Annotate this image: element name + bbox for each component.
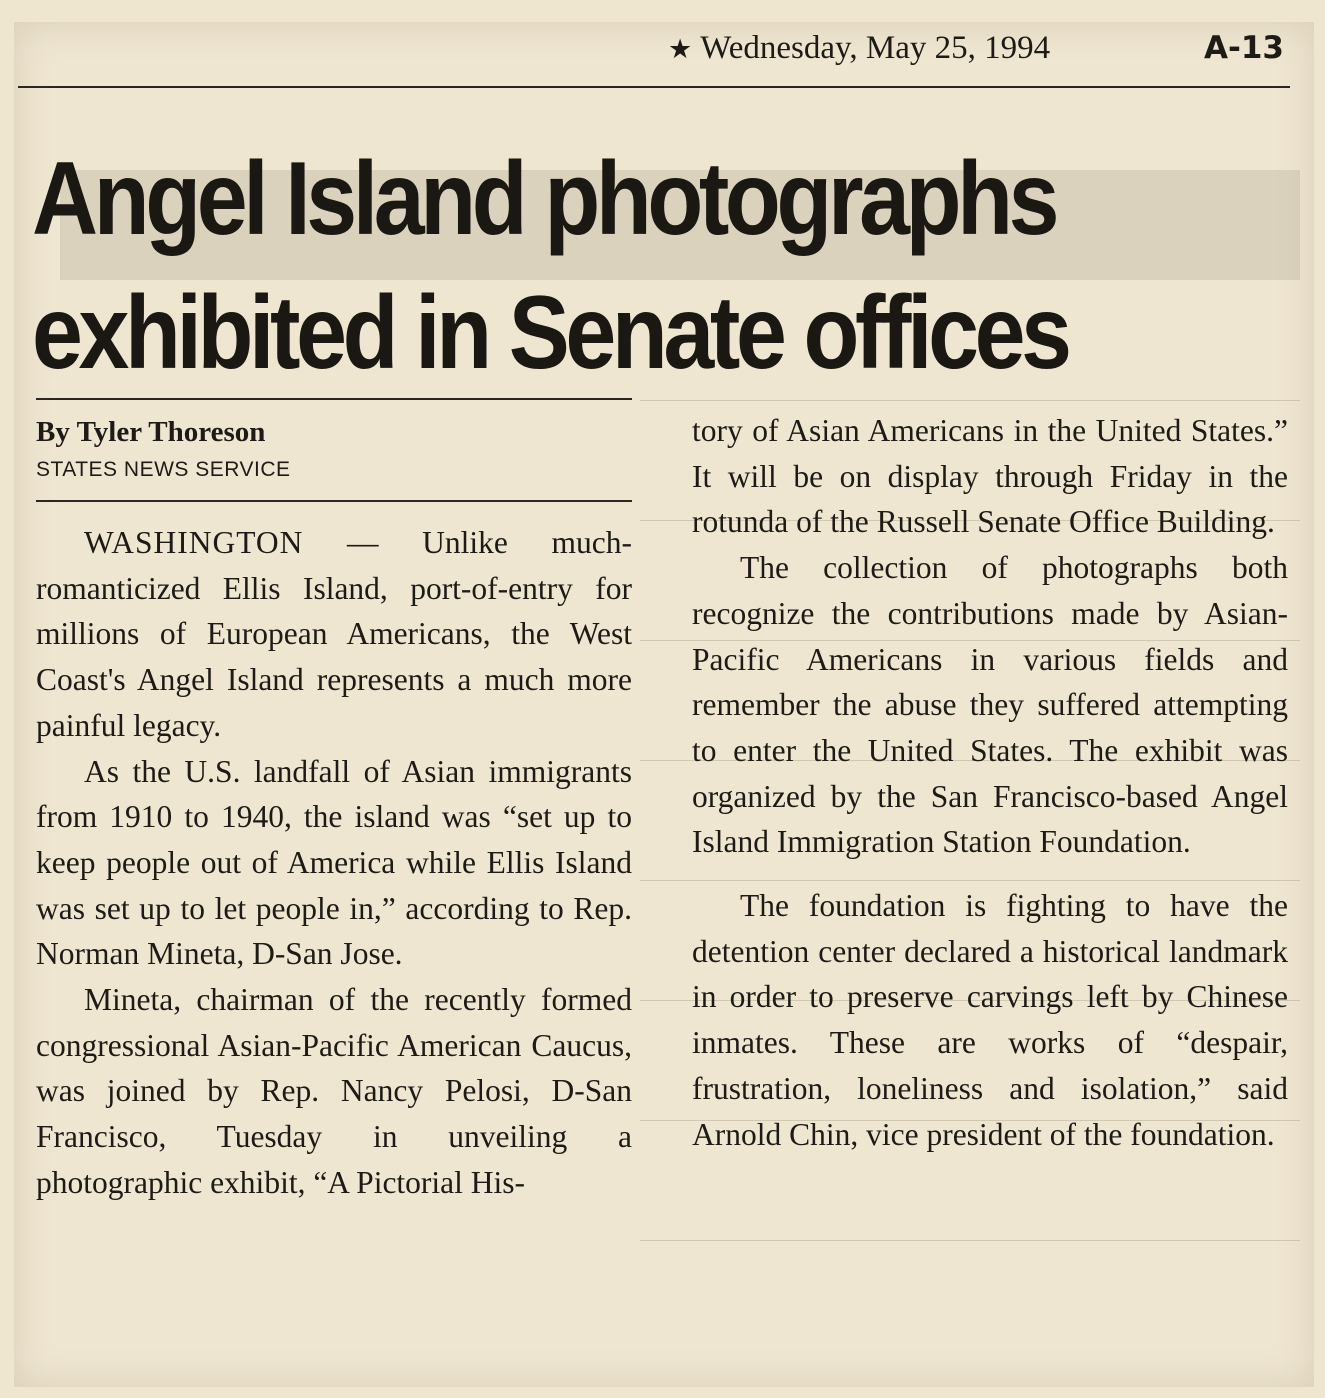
article-paragraph: Mineta, chairman of the recently formed congressional Asian-Pacific American Caucus, was joined by Rep. Nancy Pelosi, D-San Francisco, Tuesday in unveiling a photographic exhibit, “A Pictorial His- [36, 982, 632, 1200]
star-icon: ★ [668, 34, 693, 65]
header-rule [18, 86, 1290, 88]
issue-date: Wednesday, May 25, 1994 [700, 30, 1051, 66]
article-paragraph: As the U.S. landfall of Asian immigrants from 1910 to 1940, the island was “set up to keep people out of America while Ellis Island was set up to let people in,” according to Rep. Norman Mineta, D-San Jose. [36, 753, 632, 972]
page-dateline [668, 30, 1288, 74]
dateline-city: WASHINGTON [84, 525, 304, 560]
headline-line-2: exhibited in Senate offices [32, 275, 1068, 391]
article-paragraph: The collection of photographs both recognize the contributions made by Asian-Pacific Americans in various fields and remember the abuse they suffered attempting to enter the United States. The exhibit was organized by the San Francisco-based Angel Island Immigration Station Foundation. [692, 550, 1288, 860]
article-column-2 [692, 408, 1288, 1157]
article-column-1 [36, 520, 632, 1206]
byline-top-rule [36, 398, 632, 400]
byline-service: STATES NEWS SERVICE [36, 458, 291, 481]
article-paragraph: The foundation is fighting to have the detention center declared a historical landmark in order to preserve carvings left by Chinese inmates. These are works of “despair, frustration, loneliness and isolation,” said Arnold Chin, vice president of the foundation. [692, 888, 1288, 1152]
headline [32, 132, 1148, 400]
headline-line-1: Angel Island photographs [32, 141, 1056, 257]
article-paragraph: WASHINGTON — Unlike much-romanticized Ellis Island, port-of-entry for millions of European Americans, the West Coast's Angel Island represents a much more painful legacy. [36, 525, 632, 743]
bleed-through-rule [640, 400, 1300, 401]
article-paragraph: tory of Asian Americans in the United States.” It will be on display through Friday in the rotunda of the Russell Senate Office Building. [692, 413, 1288, 540]
bleed-through-rule [640, 1240, 1300, 1241]
page-number: A-13 [1204, 30, 1284, 66]
byline-bottom-rule [36, 500, 632, 502]
byline-author: By Tyler Thoreson [36, 416, 266, 448]
